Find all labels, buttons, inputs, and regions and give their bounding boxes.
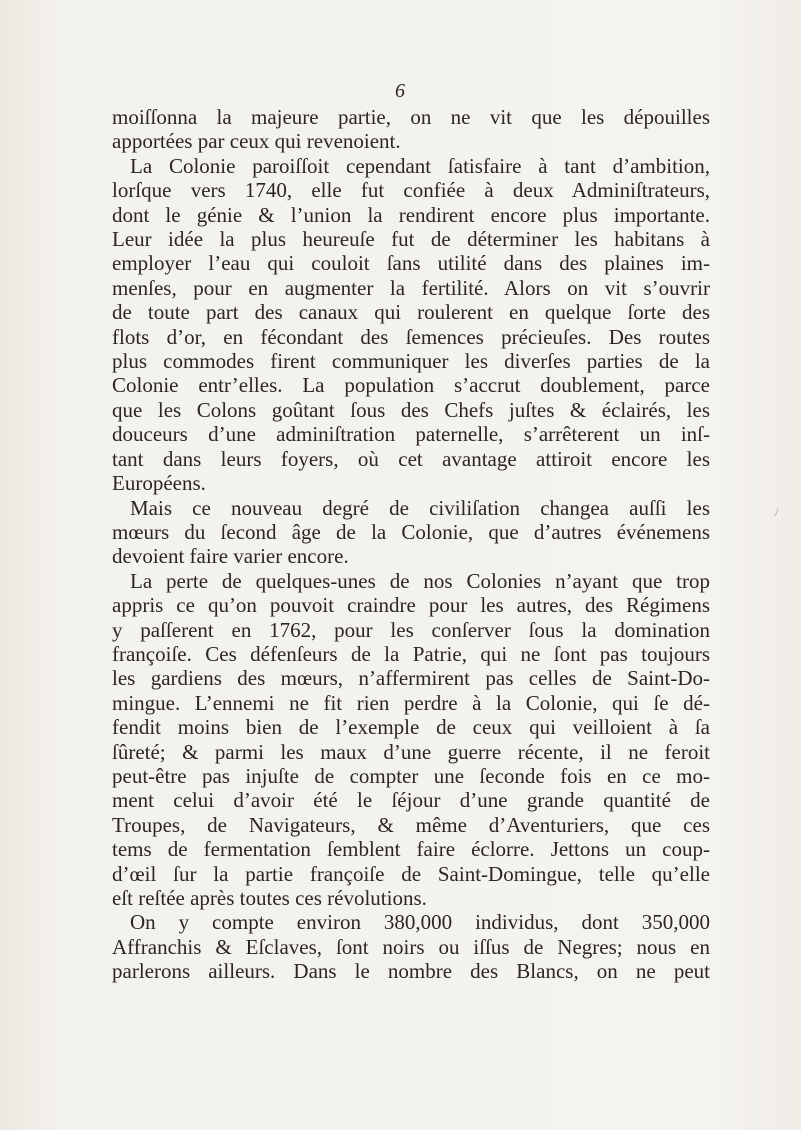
text-line: peut-être pas injuſte de compter une ſeconde fois en ce mo-: [112, 763, 710, 788]
text-line: La perte de quelques-unes de nos Colonies n’ayant que trop: [130, 568, 710, 593]
text-line: devoient faire varier encore.: [112, 544, 349, 569]
text-line: douceurs d’une adminiſtration paternelle, s’arrêterent un inſ-: [112, 422, 710, 447]
text-line: Colonie entr’elles. La population s’accrut doublement, parce: [112, 373, 710, 398]
text-line: ſûreté; & parmi les maux d’une guerre récente, il ne feroit: [112, 739, 710, 764]
text-line: mingue. L’ennemi ne fit rien perdre à la Colonie, qui ſe dé-: [112, 690, 710, 715]
body-text: [112, 105, 710, 984]
text-line: fendit moins bien de l’exemple de ceux qui veilloient à ſa: [112, 715, 710, 740]
text-line: d’œil ſur la partie françoiſe de Saint-Domingue, telle qu’elle: [112, 861, 710, 886]
text-line: parlerons ailleurs. Dans le nombre des Blancs, on ne peut: [112, 959, 710, 984]
text-line: Mais ce nouveau degré de civiliſation changea auſſi les: [130, 495, 710, 520]
text-line: Européens.: [112, 471, 206, 496]
text-line: Troupes, de Navigateurs, & même d’Aventuriers, que ces: [112, 812, 710, 837]
text-line: que les Colons goûtant ſous des Chefs juſtes & éclairés, les: [112, 397, 710, 422]
text-line: On y compte environ 380,000 individus, dont 350,000: [130, 910, 710, 935]
text-line: lorſque vers 1740, elle fut confiée à deux Adminiſtrateurs,: [112, 178, 710, 203]
text-line: moiſſonna la majeure partie, on ne vit que les dépouilles: [112, 105, 710, 129]
text-line: tems de fermentation ſemblent faire éclorre. Jettons un coup-: [112, 837, 710, 862]
margin-mark: /: [775, 505, 779, 519]
text-line: plus commodes firent communiquer les diverſes parties de la: [112, 349, 710, 374]
text-line: les gardiens des mœurs, n’affermirent pas celles de Saint-Do-: [112, 666, 710, 691]
text-line: de toute part des canaux qui roulerent en quelque ſorte des: [112, 300, 710, 325]
text-line: Leur idée la plus heureuſe fut de déterminer les habitans à: [112, 227, 710, 252]
text-line: ment celui d’avoir été le ſéjour d’une grande quantité de: [112, 788, 710, 813]
text-line: dont le génie & l’union la rendirent encore plus importante.: [112, 202, 710, 227]
text-line: flots d’or, en fécondant des ſemences précieuſes. Des routes: [112, 324, 710, 349]
text-line: y paſſerent en 1762, pour les conſerver ſous la domination: [112, 617, 710, 642]
text-line: françoiſe. Ces défenſeurs de la Patrie, qui ne ſont pas toujours: [112, 641, 710, 666]
page-number: 6: [395, 80, 406, 102]
text-line: tant dans leurs foyers, où cet avantage attiroit encore les: [112, 446, 710, 471]
text-line: employer l’eau qui couloit ſans utilité dans des plaines im-: [112, 251, 710, 276]
text-line: appris ce qu’on pouvoit craindre pour les autres, des Régimens: [112, 593, 710, 618]
text-line: Affranchis & Eſclaves, ſont noirs ou iſſus de Negres; nous en: [112, 934, 710, 959]
text-line: eſt reſtée après toutes ces révolutions.: [112, 886, 427, 910]
text-line: menſes, pour en augmenter la fertilité. Alors on vit s’ouvrir: [112, 275, 710, 300]
text-line: apportées par ceux qui revenoient.: [112, 129, 401, 154]
text-line: mœurs du ſecond âge de la Colonie, que d’autres événemens: [112, 519, 710, 544]
text-line: La Colonie paroiſſoit cependant ſatisfaire à tant d’ambition,: [130, 153, 710, 178]
